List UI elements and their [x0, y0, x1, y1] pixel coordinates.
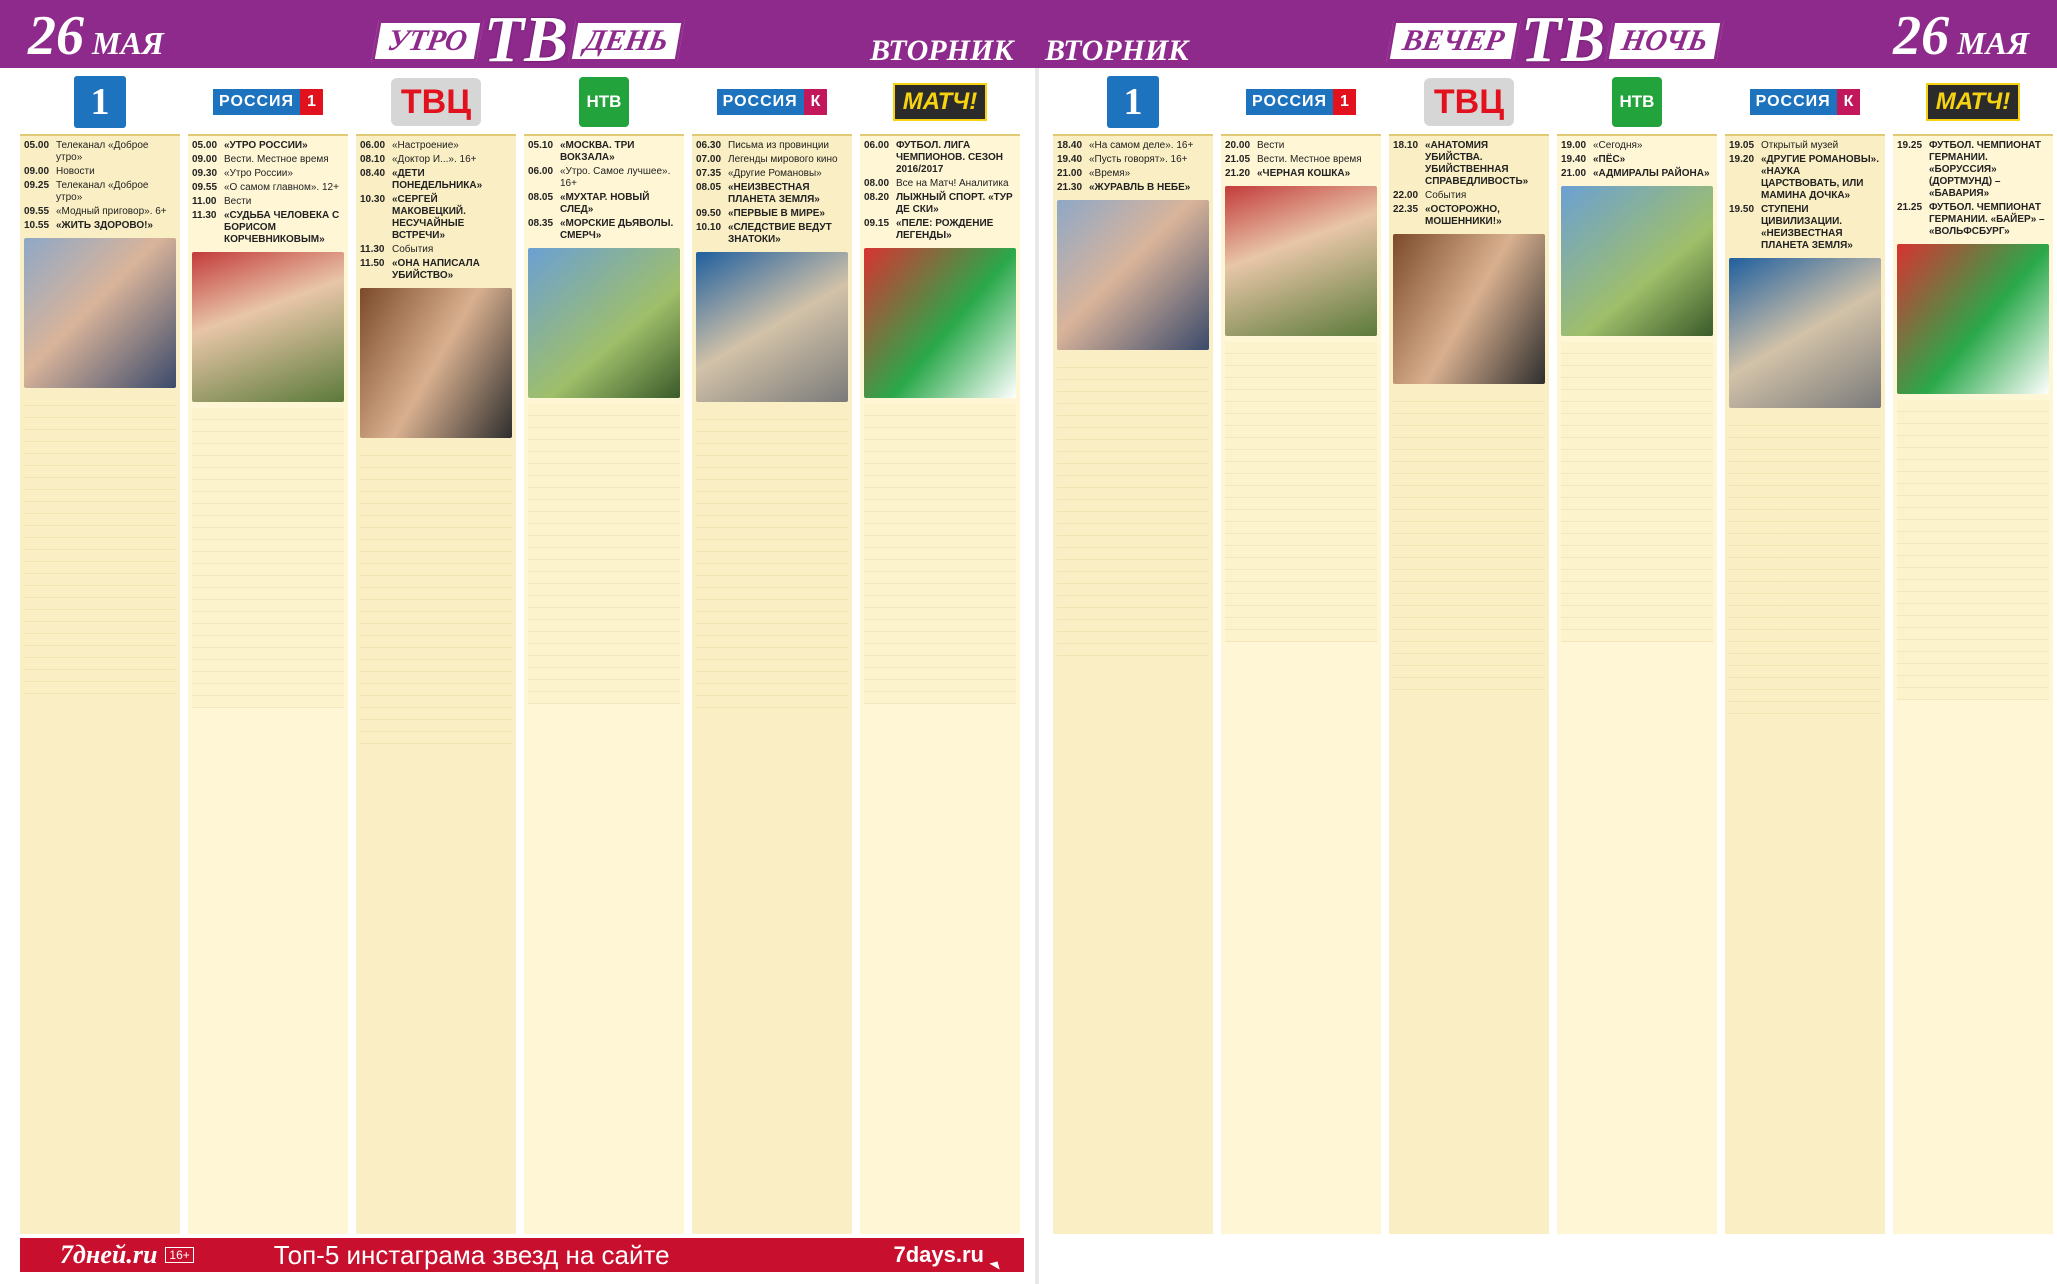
program-time: 09.30	[192, 168, 218, 179]
program-row[interactable]	[528, 140, 680, 164]
channel-column-5	[1893, 70, 2053, 1234]
program-title: «ПЁС»	[1593, 154, 1626, 165]
program-title: «Сегодня»	[1593, 140, 1643, 151]
promo-link[interactable]: 7days.ru	[893, 1242, 984, 1267]
program-row[interactable]	[1561, 168, 1713, 180]
program-description-block	[360, 444, 512, 744]
program-time: 21.00	[1057, 168, 1083, 179]
channel-logo-text: РОССИЯ	[213, 89, 300, 115]
program-row[interactable]	[1897, 140, 2049, 200]
program-row[interactable]	[24, 206, 176, 218]
evening-tv-logo	[1390, 3, 1720, 76]
program-time: 08.40	[360, 168, 386, 179]
program-row[interactable]	[1561, 140, 1713, 152]
program-time: 10.10	[696, 222, 722, 233]
evening-night-page	[1053, 70, 2057, 1234]
program-row[interactable]	[192, 140, 344, 152]
channel-logo-badge: К	[804, 89, 828, 115]
program-title: «ОНА НАПИСАЛА УБИЙСТВО»	[392, 258, 480, 281]
program-title: ФУТБОЛ. ЛИГА ЧЕМПИОНОВ. СЕЗОН 2016/2017	[896, 140, 1003, 175]
program-time: 05.00	[192, 140, 218, 151]
page-gutter	[1022, 68, 1052, 1284]
program-time: 19.25	[1897, 140, 1923, 151]
channel-logo-text: РОССИЯ	[1246, 89, 1333, 115]
program-title: «НЕИЗВЕСТНАЯ ПЛАНЕТА ЗЕМЛЯ»	[728, 182, 820, 205]
channel-logo[interactable]	[188, 70, 348, 134]
program-photo	[192, 252, 344, 402]
program-photo	[360, 288, 512, 438]
program-title: «Доктор И...». 16+	[392, 154, 477, 165]
program-row[interactable]	[696, 168, 848, 180]
program-title: ФУТБОЛ. ЧЕМПИОНАТ ГЕРМАНИИ. «БОРУССИЯ» (ДОРТМУНД) – «БАВАРИЯ»	[1929, 140, 2042, 199]
header-bar	[0, 0, 2057, 76]
program-title: События	[392, 244, 434, 255]
program-title: «ДРУГИЕ РОМАНОВЫ». «НАУКА ЦАРСТВОВАТЬ, ИЛИ МАМИНА ДОЧКА»	[1761, 154, 1879, 201]
program-title: «На самом деле». 16+	[1089, 140, 1194, 151]
channel-logo[interactable]	[692, 70, 852, 134]
program-title: «ЖУРАВЛЬ В НЕБЕ»	[1089, 182, 1191, 193]
program-row[interactable]	[24, 166, 176, 178]
program-row[interactable]	[864, 178, 1016, 190]
program-time: 21.25	[1897, 202, 1923, 213]
program-photo	[696, 252, 848, 402]
channel-logo[interactable]	[356, 70, 516, 134]
program-photo	[1057, 200, 1209, 350]
program-title: «ДЕТИ ПОНЕДЕЛЬНИКА»	[392, 168, 483, 191]
program-time: 05.00	[24, 140, 50, 151]
date-left-number: 26	[28, 5, 84, 67]
program-row[interactable]	[360, 244, 512, 256]
program-title: «АНАТОМИЯ УБИЙСТВА. УБИЙСТВЕННАЯ СПРАВЕДЛИВОСТЬ»	[1425, 140, 1529, 187]
program-description-block	[1897, 400, 2049, 700]
program-row[interactable]	[1561, 154, 1713, 166]
program-row[interactable]	[696, 222, 848, 246]
program-description-block	[1393, 390, 1545, 690]
channel-logo[interactable]	[1053, 70, 1213, 134]
program-title: «ОСТОРОЖНО, МОШЕННИКИ!»	[1425, 204, 1502, 227]
program-title: «УТРО РОССИИ»	[224, 140, 308, 151]
schedule-list	[188, 134, 348, 1234]
program-title: «МОРСКИЕ ДЬЯВОЛЫ. СМЕРЧ»	[560, 218, 674, 241]
program-title: «СЕРГЕЙ МАКОВЕЦКИЙ. НЕСУЧАЙНЫЕ ВСТРЕЧИ»	[392, 194, 466, 241]
program-title: Вести	[1257, 140, 1285, 151]
channel-column-3	[1557, 70, 1717, 1234]
program-row[interactable]	[1897, 202, 2049, 238]
program-row[interactable]	[864, 140, 1016, 176]
program-photo	[864, 248, 1016, 398]
program-photo	[528, 248, 680, 398]
program-title: ФУТБОЛ. ЧЕМПИОНАТ ГЕРМАНИИ. «БАЙЕР» – «ВОЛЬФСБУРГ»	[1929, 202, 2045, 237]
channel-logo[interactable]	[1221, 70, 1381, 134]
date-right-month: МАЯ	[1957, 25, 2029, 61]
program-time: 08.10	[360, 154, 386, 165]
age-rating-badge: 16+	[165, 1247, 193, 1263]
channel-logo-mark	[717, 89, 828, 115]
channel-column-1	[1221, 70, 1381, 1234]
channel-column-3	[524, 70, 684, 1234]
program-time: 06.00	[864, 140, 890, 151]
program-row[interactable]	[1729, 140, 1881, 152]
program-row[interactable]	[1057, 168, 1209, 180]
channel-column-2	[356, 70, 516, 1234]
program-title: «Утро. Самое лучшее». 16+	[560, 166, 671, 189]
program-time: 20.00	[1225, 140, 1251, 151]
program-photo	[1393, 234, 1545, 384]
channel-column-0	[1053, 70, 1213, 1234]
program-time: 05.10	[528, 140, 554, 151]
program-title: Вести	[224, 196, 252, 207]
program-time: 08.05	[696, 182, 722, 193]
program-row[interactable]	[528, 166, 680, 190]
program-time: 07.35	[696, 168, 722, 179]
program-row[interactable]	[864, 192, 1016, 216]
program-row[interactable]	[696, 140, 848, 152]
channel-logo-mark: ТВЦ	[391, 78, 481, 126]
program-row[interactable]	[1393, 190, 1545, 202]
logo-tv-mark: ТВ	[483, 3, 569, 76]
program-row[interactable]	[696, 182, 848, 206]
channel-logo-mark	[1246, 89, 1356, 115]
program-title: «ЖИТЬ ЗДОРОВО!»	[56, 220, 153, 231]
logo-word-evening: ВЕЧЕР	[1386, 20, 1520, 62]
program-description-block	[696, 408, 848, 708]
channel-logo-badge: К	[1837, 89, 1861, 115]
channel-logo-mark: МАТЧ!	[1926, 83, 2020, 121]
program-photo	[1897, 244, 2049, 394]
program-time: 18.40	[1057, 140, 1083, 151]
program-time: 21.00	[1561, 168, 1587, 179]
program-row[interactable]	[192, 154, 344, 166]
program-time: 09.55	[192, 182, 218, 193]
program-time: 10.55	[24, 220, 50, 231]
program-row[interactable]	[360, 194, 512, 242]
program-time: 09.00	[24, 166, 50, 177]
schedule-list	[20, 134, 180, 1234]
program-title: Письма из провинции	[728, 140, 830, 151]
program-title: «СУДЬБА ЧЕЛОВЕКА С БОРИСОМ КОРЧЕВНИКОВЫМ»	[224, 210, 340, 245]
logo-tv-mark: ТВ	[1520, 3, 1606, 76]
program-row[interactable]	[360, 258, 512, 282]
channel-logo-text: РОССИЯ	[717, 89, 804, 115]
date-left	[28, 5, 164, 67]
program-photo	[1729, 258, 1881, 408]
channel-column-4	[692, 70, 852, 1234]
logo-word-morning: УТРО	[371, 20, 483, 62]
program-description-block	[528, 404, 680, 704]
channel-column-0	[20, 70, 180, 1234]
program-description-block	[864, 404, 1016, 704]
program-time: 08.35	[528, 218, 554, 229]
program-title: «АДМИРАЛЫ РАЙОНА»	[1593, 168, 1710, 179]
program-time: 09.50	[696, 208, 722, 219]
program-time: 21.20	[1225, 168, 1251, 179]
program-row[interactable]	[360, 168, 512, 192]
schedule-list	[692, 134, 852, 1234]
program-time: 22.35	[1393, 204, 1419, 215]
program-title: Новости	[56, 166, 95, 177]
schedule-list	[1053, 134, 1213, 1234]
channel-logo-mark: НТВ	[1612, 77, 1662, 127]
program-title: «Модный приговор». 6+	[56, 206, 167, 217]
program-row[interactable]	[24, 220, 176, 232]
schedule-list	[1557, 134, 1717, 1234]
program-row[interactable]	[192, 182, 344, 194]
schedule-list	[1725, 134, 1885, 1234]
program-photo	[1225, 186, 1377, 336]
program-time: 08.20	[864, 192, 890, 203]
channel-logo[interactable]	[20, 70, 180, 134]
schedule-list	[860, 134, 1020, 1234]
footer-banner[interactable]	[20, 1238, 1024, 1272]
schedule-list	[1389, 134, 1549, 1234]
program-row[interactable]	[864, 218, 1016, 242]
program-time: 11.00	[192, 196, 217, 207]
schedule-list	[1221, 134, 1381, 1234]
program-time: 10.30	[360, 194, 386, 205]
program-time: 19.05	[1729, 140, 1755, 151]
program-time: 07.00	[696, 154, 722, 165]
promo-text: Топ-5 инстаграма звезд на сайте	[273, 1239, 670, 1270]
channel-logo-mark: МАТЧ!	[893, 83, 987, 121]
program-description-block	[192, 408, 344, 708]
morning-day-page	[20, 70, 1025, 1234]
channel-logo[interactable]	[524, 70, 684, 134]
channel-logo[interactable]	[860, 70, 1020, 134]
program-row[interactable]	[192, 210, 344, 246]
channel-logo-text: РОССИЯ	[1750, 89, 1837, 115]
program-time: 11.30	[360, 244, 385, 255]
channel-column-2	[1389, 70, 1549, 1234]
program-title: «Пусть говорят». 16+	[1089, 154, 1188, 165]
program-row[interactable]	[360, 140, 512, 152]
program-photo	[24, 238, 176, 388]
program-title: «ПЕЛЕ: РОЖДЕНИЕ ЛЕГЕНДЫ»	[896, 218, 994, 241]
date-left-month: МАЯ	[92, 25, 164, 61]
day-title-left: ВТОРНИК	[870, 34, 1014, 67]
program-title: Открытый музей	[1761, 140, 1839, 151]
program-description-block	[24, 394, 176, 694]
program-description-block	[1729, 414, 1881, 714]
program-row[interactable]	[696, 154, 848, 166]
program-time: 21.30	[1057, 182, 1083, 193]
program-photo	[1561, 186, 1713, 336]
program-time: 09.25	[24, 180, 50, 191]
program-title: «МОСКВА. ТРИ ВОКЗАЛА»	[560, 140, 635, 163]
program-title: «О самом главном». 12+	[224, 182, 339, 193]
program-time: 22.00	[1393, 190, 1419, 201]
morning-tv-logo	[375, 3, 681, 76]
program-row[interactable]	[1057, 154, 1209, 166]
program-time: 11.30	[192, 210, 217, 221]
program-title: Вести. Местное время	[224, 154, 329, 165]
program-row[interactable]	[1057, 140, 1209, 152]
channel-column-5	[860, 70, 1020, 1234]
schedule-list	[356, 134, 516, 1234]
program-time: 09.00	[192, 154, 218, 165]
program-title: «ЧЕРНАЯ КОШКА»	[1257, 168, 1351, 179]
channel-logo-mark	[1750, 89, 1861, 115]
program-title: Вести. Местное время	[1257, 154, 1362, 165]
program-time: 08.00	[864, 178, 890, 189]
channel-column-4	[1725, 70, 1885, 1234]
program-row[interactable]	[24, 140, 176, 164]
program-row[interactable]	[24, 180, 176, 204]
program-row[interactable]	[192, 196, 344, 208]
schedule-list	[1893, 134, 2053, 1234]
program-title: «Время»	[1089, 168, 1131, 179]
program-title: Телеканал «Доброе утро»	[56, 180, 149, 203]
program-title: «Утро России»	[224, 168, 293, 179]
program-title: ЛЫЖНЫЙ СПОРТ. «ТУР ДЕ СКИ»	[896, 192, 1013, 215]
program-time: 19.50	[1729, 204, 1755, 215]
program-title: «ПЕРВЫЕ В МИРЕ»	[728, 208, 825, 219]
channel-logo[interactable]	[1389, 70, 1549, 134]
channel-logo-mark: 1	[1107, 76, 1159, 128]
program-time: 11.50	[360, 258, 385, 269]
program-row[interactable]	[1393, 140, 1545, 188]
program-title: «СЛЕДСТВИЕ ВЕДУТ ЗНАТОКИ»	[728, 222, 832, 245]
channel-logo[interactable]	[1557, 70, 1717, 134]
program-title: События	[1425, 190, 1467, 201]
schedule-list	[524, 134, 684, 1234]
program-row[interactable]	[1225, 154, 1377, 166]
date-right	[1893, 5, 2029, 67]
channel-logo[interactable]	[1725, 70, 1885, 134]
channel-logo-mark	[213, 89, 323, 115]
program-time: 19.00	[1561, 140, 1587, 151]
program-title: «МУХТАР. НОВЫЙ СЛЕД»	[560, 192, 650, 215]
program-time: 21.05	[1225, 154, 1251, 165]
program-time: 08.05	[528, 192, 554, 203]
program-description-block	[1561, 342, 1713, 642]
program-title: Все на Матч! Аналитика	[896, 178, 1009, 189]
program-row[interactable]	[1225, 168, 1377, 180]
date-right-number: 26	[1893, 5, 1950, 67]
program-title: Телеканал «Доброе утро»	[56, 140, 149, 163]
program-time: 06.30	[696, 140, 722, 151]
channel-logo[interactable]	[1893, 70, 2053, 134]
program-time: 09.55	[24, 206, 50, 217]
program-row[interactable]	[1729, 204, 1881, 252]
program-time: 18.10	[1393, 140, 1419, 151]
program-row[interactable]	[1057, 182, 1209, 194]
channel-column-1	[188, 70, 348, 1234]
program-title: Легенды мирового кино	[728, 154, 838, 165]
program-time: 19.40	[1561, 154, 1587, 165]
program-row[interactable]	[1393, 204, 1545, 228]
program-title: «Другие Романовы»	[728, 168, 822, 179]
site-logo[interactable]: 7дней.ru	[60, 1240, 158, 1269]
program-time: 19.20	[1729, 154, 1755, 165]
channel-logo-badge: 1	[300, 89, 323, 115]
program-row[interactable]	[1729, 154, 1881, 202]
program-title: «Настроение»	[392, 140, 459, 151]
program-time: 06.00	[528, 166, 554, 177]
channel-logo-badge: 1	[1333, 89, 1356, 115]
program-row[interactable]	[192, 168, 344, 180]
program-row[interactable]	[528, 218, 680, 242]
channel-logo-mark: ТВЦ	[1424, 78, 1514, 126]
program-row[interactable]	[1225, 140, 1377, 152]
program-time: 09.15	[864, 218, 890, 229]
day-title-right: ВТОРНИК	[1045, 34, 1189, 67]
program-title: СТУПЕНИ ЦИВИЛИЗАЦИИ. «НЕИЗВЕСТНАЯ ПЛАНЕТА ЗЕМЛЯ»	[1761, 204, 1853, 251]
program-row[interactable]	[696, 208, 848, 220]
channel-logo-mark: НТВ	[579, 77, 629, 127]
program-row[interactable]	[360, 154, 512, 166]
program-row[interactable]	[528, 192, 680, 216]
program-time: 19.40	[1057, 154, 1083, 165]
channel-logo-mark: 1	[74, 76, 126, 128]
program-time: 06.00	[360, 140, 386, 151]
program-description-block	[1225, 342, 1377, 642]
logo-word-night: НОЧЬ	[1605, 20, 1724, 62]
program-description-block	[1057, 356, 1209, 656]
logo-word-day: ДЕНЬ	[568, 20, 684, 62]
